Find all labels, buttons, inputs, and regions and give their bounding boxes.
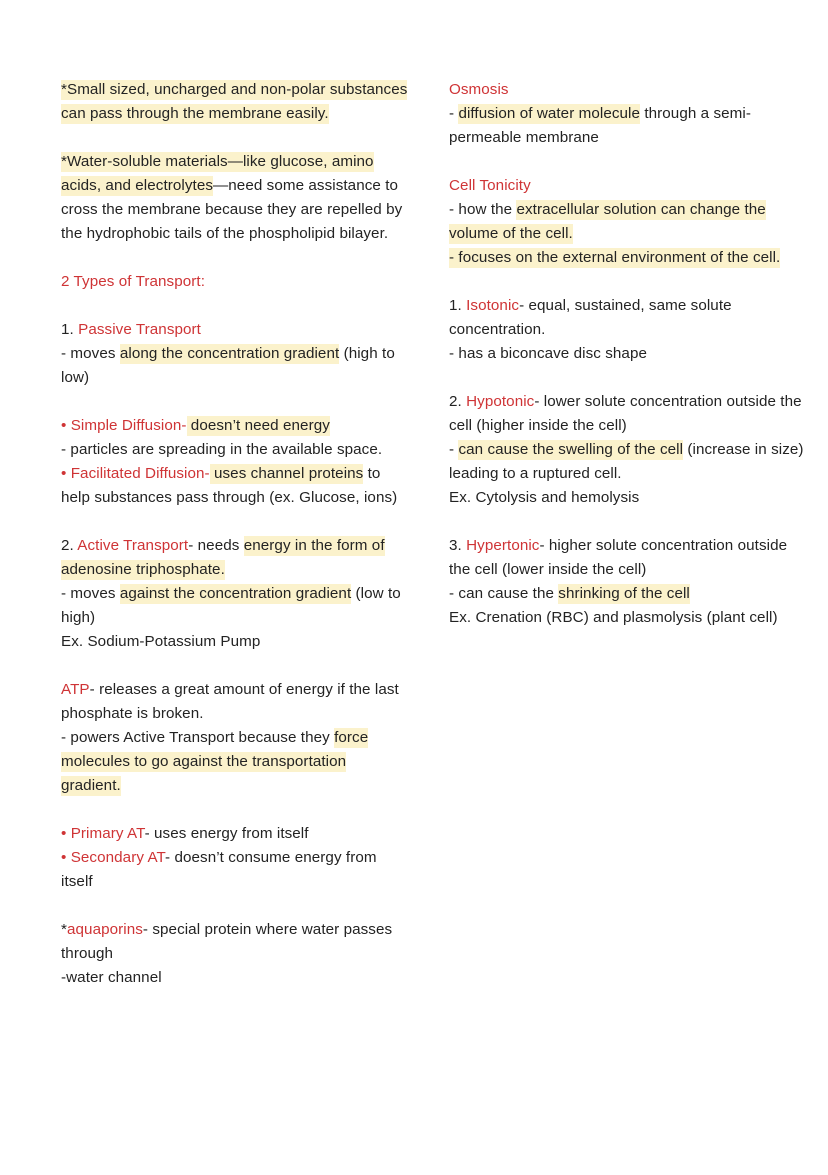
paragraph-small-sized xyxy=(61,78,409,126)
paragraph-biconcave-disc: - has a biconcave disc shape xyxy=(449,345,647,362)
highlight-water-soluble: *Water-soluble materials—like glucose, amino acids, and electrolytes xyxy=(61,153,374,194)
highlight-force-molecules: force molecules to go against the transportation gradient. xyxy=(61,729,369,794)
term-isotonic: Isotonic xyxy=(466,297,520,314)
highlight-small-sized: *Small sized, uncharged and non-polar substances can pass through the membrane easily. xyxy=(61,81,408,122)
paragraph-tonicity-definition xyxy=(449,198,808,246)
highlight-energy-adenosine-triphosphate: energy in the form of adenosine triphosphate. xyxy=(61,537,385,578)
list-number-3: 3. xyxy=(449,537,467,554)
paragraph-water-channel: -water channel xyxy=(61,969,162,986)
text-dash-osmosis: - xyxy=(449,105,459,122)
bullet-icon: • xyxy=(61,417,67,434)
highlight-doesnt-need-energy: doesn’t need energy xyxy=(186,417,330,434)
term-simple-diffusion: Simple Diffusion- xyxy=(66,417,187,434)
text-how-the: - how the xyxy=(449,201,517,218)
note-block-isotonic xyxy=(449,294,808,366)
text-primary-at-detail: - uses energy from itself xyxy=(144,825,309,842)
note-block-atp xyxy=(61,678,409,798)
text-moves-along: - moves xyxy=(61,345,120,362)
paragraph-atp-powers xyxy=(61,726,409,798)
paragraph-simple-diffusion xyxy=(61,414,409,438)
note-block-diffusion xyxy=(61,414,409,510)
paragraph-hypotonic xyxy=(449,390,808,438)
text-needs: - needs xyxy=(188,537,244,554)
paragraph-isotonic xyxy=(449,294,808,342)
highlight-along-concentration-gradient: along the concentration gradient xyxy=(119,345,340,362)
paragraph-aquaporins xyxy=(61,918,409,966)
list-number-1: 1. xyxy=(61,321,79,338)
heading-cell-tonicity: Cell Tonicity xyxy=(449,177,531,194)
term-hypertonic: Hypertonic xyxy=(466,537,540,554)
text-hypotonic-detail: - lower solute concentration outside the cell (higher inside the cell) xyxy=(449,393,802,434)
text-atp-releases: - releases a great amount of energy if the last phosphate is broken. xyxy=(61,681,399,722)
paragraph-particles-spreading: - particles are spreading in the available space. xyxy=(61,441,383,458)
note-block-active-transport xyxy=(61,534,409,654)
paragraph-active-transport-gradient xyxy=(61,582,409,630)
bullet-icon: • xyxy=(61,465,67,482)
term-passive-transport: Passive Transport xyxy=(78,321,201,338)
two-column-layout xyxy=(0,78,828,990)
bullet-icon: • xyxy=(61,825,67,842)
heading-two-types-of-transport: 2 Types of Transport: xyxy=(61,273,205,290)
text-low-to-high: (low to high) xyxy=(61,585,401,626)
list-number-1: 1. xyxy=(449,297,467,314)
paragraph-primary-at xyxy=(61,822,409,846)
highlight-focuses-external-environment: - focuses on the external environment of the cell. xyxy=(449,249,781,266)
text-dash-hypotonic: - xyxy=(449,441,459,458)
note-block-small-sized xyxy=(61,78,409,126)
term-secondary-at: Secondary AT xyxy=(66,849,166,866)
note-block-types-heading xyxy=(61,270,409,294)
note-block-passive-transport xyxy=(61,318,409,390)
term-atp: ATP xyxy=(61,681,90,698)
paragraph-tonicity-focus xyxy=(449,246,808,270)
note-block-at-types xyxy=(61,822,409,894)
highlight-diffusion-water-molecule: diffusion of water molecule xyxy=(458,105,641,122)
text-help-substances-pass: to help substances pass through (ex. Glucose, ions) xyxy=(61,465,398,506)
paragraph-sodium-potassium-pump: Ex. Sodium-Potassium Pump xyxy=(61,633,261,650)
note-block-cell-tonicity xyxy=(449,174,808,270)
bullet-icon: • xyxy=(61,849,67,866)
heading-osmosis: Osmosis xyxy=(449,81,509,98)
note-block-hypotonic xyxy=(449,390,808,510)
left-column xyxy=(0,78,445,990)
highlight-against-concentration-gradient: against the concentration gradient xyxy=(119,585,352,602)
list-number-2: 2. xyxy=(61,537,78,554)
text-semi-permeable-membrane: through a semi-permeable membrane xyxy=(449,105,751,146)
text-can-cause-the: - can cause the xyxy=(449,585,559,602)
text-high-to-low: (high to low) xyxy=(61,345,395,386)
note-block-osmosis xyxy=(449,78,808,150)
term-aquaporins: aquaporins xyxy=(67,921,143,938)
paragraph-cytolysis-hemolysis: Ex. Cytolysis and hemolysis xyxy=(449,489,640,506)
asterisk-marker: * xyxy=(61,921,67,938)
paragraph-hypertonic-shrinking xyxy=(449,582,808,606)
paragraph-active-transport-title xyxy=(61,534,409,582)
paragraph-atp-definition xyxy=(61,678,409,726)
paragraph-hypotonic-swelling xyxy=(449,438,808,486)
text-moves-against: - moves xyxy=(61,585,120,602)
term-primary-at: Primary AT xyxy=(66,825,145,842)
text-isotonic-detail: - equal, sustained, same solute concentration. xyxy=(449,297,732,338)
right-column xyxy=(445,78,828,630)
highlight-uses-channel-proteins: uses channel proteins xyxy=(209,465,364,482)
highlight-shrinking-of-the-cell: shrinking of the cell xyxy=(558,585,690,602)
highlight-swelling-of-the-cell: can cause the swelling of the cell xyxy=(458,441,684,458)
text-secondary-at-detail: - doesn’t consume energy from itself xyxy=(61,849,377,890)
paragraph-passive-transport-title xyxy=(61,318,409,342)
paragraph-secondary-at xyxy=(61,846,409,894)
text-aquaporins-detail: - special protein where water passes through xyxy=(61,921,393,962)
term-facilitated-diffusion: Facilitated Diffusion- xyxy=(66,465,210,482)
paragraph-osmosis-definition xyxy=(449,102,808,150)
text-water-soluble-rest: —need some assistance to cross the membrane because they are repelled by the hydrophobic tails of the phospholipid bilayer. xyxy=(61,177,403,242)
note-block-water-soluble xyxy=(61,150,409,246)
highlight-extracellular-solution: extracellular solution can change the volume of the cell. xyxy=(449,201,766,242)
text-ruptured-cell: (increase in size) leading to a ruptured cell. xyxy=(449,441,804,482)
paragraph-passive-transport-detail xyxy=(61,342,409,390)
paragraph-facilitated-diffusion xyxy=(61,462,409,510)
paragraph-water-soluble xyxy=(61,150,409,246)
paragraph-crenation-plasmolysis: Ex. Crenation (RBC) and plasmolysis (plant cell) xyxy=(449,609,778,626)
note-block-aquaporins xyxy=(61,918,409,990)
text-powers-active-transport: - powers Active Transport because they xyxy=(61,729,335,746)
list-number-2: 2. xyxy=(449,393,467,410)
text-hypertonic-detail: - higher solute concentration outside the cell (lower inside the cell) xyxy=(449,537,788,578)
paragraph-hypertonic xyxy=(449,534,808,582)
term-hypotonic: Hypotonic xyxy=(466,393,535,410)
note-block-hypertonic xyxy=(449,534,808,630)
term-active-transport: Active Transport xyxy=(77,537,189,554)
